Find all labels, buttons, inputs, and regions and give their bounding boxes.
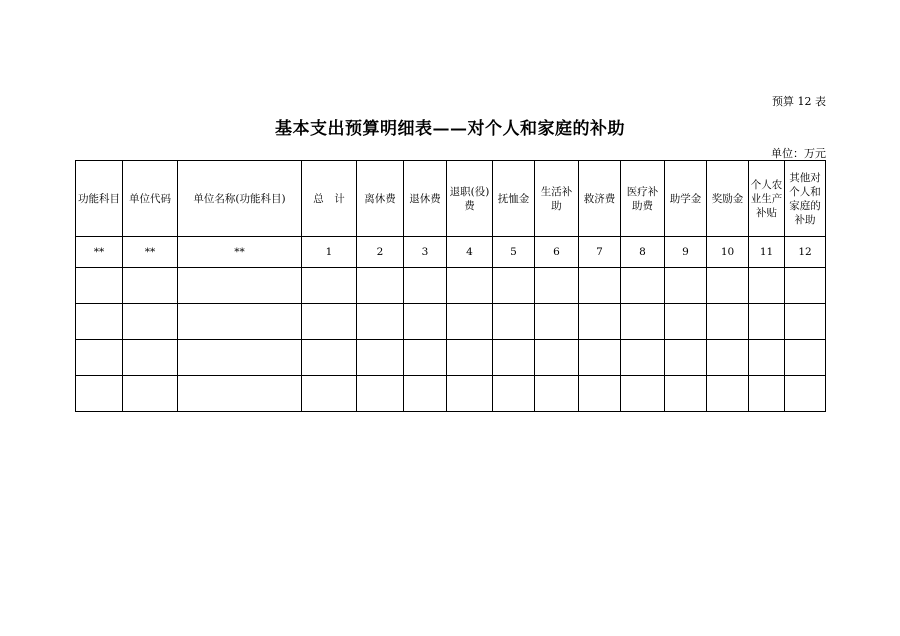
data-cell (665, 376, 707, 412)
data-cell (76, 268, 123, 304)
data-cell (357, 340, 404, 376)
index-cell: 7 (579, 237, 621, 268)
index-cell: ** (178, 237, 302, 268)
data-cell (785, 304, 826, 340)
data-cell (493, 340, 535, 376)
header-cell: 医疗补助费 (621, 161, 665, 237)
header-cell: 抚恤金 (493, 161, 535, 237)
data-cell (785, 268, 826, 304)
header-cell: 助学金 (665, 161, 707, 237)
data-cell (621, 376, 665, 412)
data-cell (579, 340, 621, 376)
data-cell (535, 376, 579, 412)
data-cell (123, 340, 178, 376)
header-cell: 个人农业生产补贴 (749, 161, 785, 237)
data-cell (357, 376, 404, 412)
index-cell: 3 (404, 237, 447, 268)
index-cell: 9 (665, 237, 707, 268)
data-cell (404, 340, 447, 376)
page-title: 基本支出预算明细表——对个人和家庭的补助 (275, 119, 625, 139)
header-cell: 退职(役)费 (447, 161, 493, 237)
index-cell: 6 (535, 237, 579, 268)
header-cell: 其他对个人和家庭的补助 (785, 161, 826, 237)
data-cell (76, 340, 123, 376)
data-cell (123, 304, 178, 340)
index-cell: 2 (357, 237, 404, 268)
data-cell (447, 268, 493, 304)
data-cell (302, 376, 357, 412)
data-cell (357, 268, 404, 304)
data-cell (178, 376, 302, 412)
data-cell (749, 304, 785, 340)
data-cell (447, 376, 493, 412)
data-cell (493, 304, 535, 340)
data-cell (447, 340, 493, 376)
index-cell: 10 (707, 237, 749, 268)
header-cell: 离休费 (357, 161, 404, 237)
data-cell (302, 268, 357, 304)
data-cell (579, 376, 621, 412)
data-cell (535, 268, 579, 304)
data-cell (621, 304, 665, 340)
data-cell (302, 340, 357, 376)
data-cell (404, 304, 447, 340)
form-number: 预算 12 表 (772, 95, 826, 108)
data-cell (785, 340, 826, 376)
data-cell (178, 304, 302, 340)
data-cell (665, 304, 707, 340)
data-cell (707, 376, 749, 412)
data-cell (123, 268, 178, 304)
data-cell (621, 340, 665, 376)
header-cell: 救济费 (579, 161, 621, 237)
data-cell (749, 268, 785, 304)
data-cell (178, 268, 302, 304)
index-cell: 1 (302, 237, 357, 268)
index-cell: ** (76, 237, 123, 268)
header-cell: 总 计 (302, 161, 357, 237)
data-cell (404, 376, 447, 412)
data-cell (579, 268, 621, 304)
table-row (76, 304, 826, 340)
data-cell (123, 376, 178, 412)
data-cell (357, 304, 404, 340)
table-row (76, 340, 826, 376)
header-cell: 退休费 (404, 161, 447, 237)
index-cell: 5 (493, 237, 535, 268)
unit-label: 单位：万元 (771, 147, 826, 160)
data-cell (76, 304, 123, 340)
index-cell: 8 (621, 237, 665, 268)
data-cell (178, 340, 302, 376)
data-cell (749, 340, 785, 376)
header-row (76, 161, 826, 237)
index-row (76, 237, 826, 268)
header-cell: 奖励金 (707, 161, 749, 237)
data-cell (493, 268, 535, 304)
data-cell (302, 304, 357, 340)
data-cell (665, 268, 707, 304)
index-cell: 12 (785, 237, 826, 268)
table-row (76, 376, 826, 412)
header-cell: 生活补助 (535, 161, 579, 237)
index-cell: 11 (749, 237, 785, 268)
data-cell (447, 304, 493, 340)
index-cell: 4 (447, 237, 493, 268)
index-cell: ** (123, 237, 178, 268)
data-cell (707, 304, 749, 340)
data-cell (535, 340, 579, 376)
data-cell (621, 268, 665, 304)
data-cell (76, 376, 123, 412)
data-cell (707, 268, 749, 304)
data-cell (404, 268, 447, 304)
budget-table (75, 160, 826, 412)
data-cell (579, 304, 621, 340)
header-cell: 单位名称(功能科目) (178, 161, 302, 237)
data-cell (535, 304, 579, 340)
data-cell (785, 376, 826, 412)
header-cell: 功能科目 (76, 161, 123, 237)
data-cell (493, 376, 535, 412)
data-cell (749, 376, 785, 412)
data-cell (665, 340, 707, 376)
header-cell: 单位代码 (123, 161, 178, 237)
data-cell (707, 340, 749, 376)
table-row (76, 268, 826, 304)
